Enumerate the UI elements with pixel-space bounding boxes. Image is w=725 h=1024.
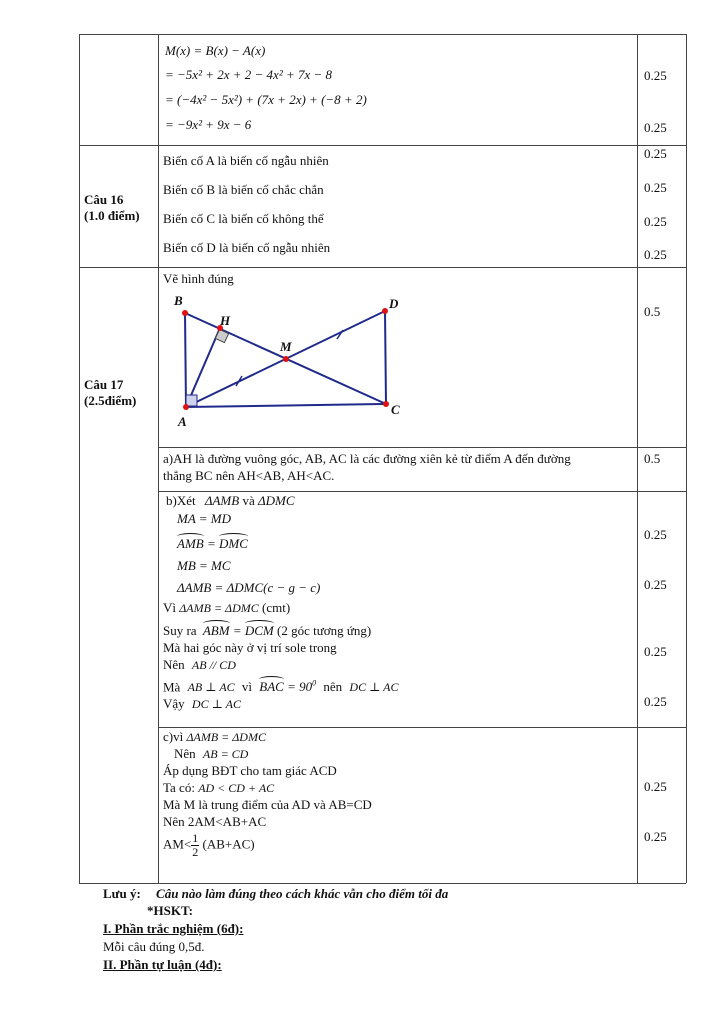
score: 0.25 bbox=[644, 214, 667, 229]
table-border-bottom bbox=[79, 883, 686, 884]
angle: DCM bbox=[244, 623, 274, 638]
text: Suy ra bbox=[163, 623, 197, 638]
score: 0.25 bbox=[644, 644, 667, 659]
point-a bbox=[183, 404, 189, 410]
triangle: ΔAMB bbox=[204, 493, 240, 508]
text-line bbox=[163, 832, 255, 859]
label-c: C bbox=[391, 402, 400, 417]
text: Nên bbox=[174, 746, 196, 761]
text: nên bbox=[323, 679, 343, 695]
text-line bbox=[163, 657, 236, 673]
answer-line: Biến cố C là biến cố không thể bbox=[163, 211, 324, 226]
math-line: MA = MD bbox=[177, 511, 232, 526]
text: vì bbox=[241, 679, 253, 695]
numerator: 1 bbox=[192, 831, 199, 845]
note-line bbox=[103, 886, 448, 902]
text-line bbox=[163, 729, 266, 745]
text-line: Áp dụng BĐT cho tam giác ACD bbox=[163, 763, 337, 778]
score: 0.25 bbox=[644, 527, 667, 542]
row-divider bbox=[79, 145, 686, 146]
text-line: Nên 2AM<AB+AC bbox=[163, 814, 267, 829]
text: Vì bbox=[163, 600, 176, 615]
segment-ab bbox=[185, 313, 186, 407]
table-border-top bbox=[79, 34, 686, 35]
math-line: = (−4x² − 5x²) + (7x + 2x) + (−8 + 2) bbox=[165, 92, 367, 107]
column-divider bbox=[637, 34, 638, 883]
section-text: Mỗi câu đúng 0,5đ. bbox=[103, 939, 205, 954]
hskt-heading: *HSKT: bbox=[147, 903, 193, 918]
text: AM< bbox=[163, 836, 192, 852]
text-line: Mà M là trung điểm của AD và AB=CD bbox=[163, 797, 372, 812]
segment-cd bbox=[385, 311, 386, 404]
text-line bbox=[163, 780, 274, 796]
table-border-left bbox=[79, 34, 80, 883]
math: ΔAMB = ΔDMC bbox=[179, 601, 259, 615]
label-d: D bbox=[389, 296, 399, 311]
math-line: = −9x² + 9x − 6 bbox=[165, 117, 252, 132]
math: = 90 bbox=[287, 679, 313, 695]
answer-line: Biến cố A là biến cố ngẫu nhiên bbox=[163, 153, 329, 168]
text-line bbox=[174, 746, 248, 762]
label-h: H bbox=[220, 313, 231, 328]
score: 0.25 bbox=[644, 68, 667, 83]
score: 0.25 bbox=[644, 694, 667, 709]
math-line: = −5x² + 2x + 2 − 4x² + 7x − 8 bbox=[165, 67, 333, 82]
answer-line: Biến cố B là biến cố chắc chắn bbox=[163, 182, 324, 197]
label-m: M bbox=[280, 339, 292, 354]
question-label: Câu 16 bbox=[84, 192, 124, 207]
math-line: AMB = DMC bbox=[177, 536, 248, 551]
note-text: Câu nào làm đúng theo cách khác vẫn cho điểm tối đa bbox=[156, 886, 449, 901]
math-line: MB = MC bbox=[177, 558, 231, 573]
angle: BAC bbox=[259, 679, 284, 695]
math: DC ⊥ AC bbox=[349, 680, 399, 695]
score: 0.25 bbox=[644, 120, 667, 135]
table-border-right bbox=[686, 34, 687, 883]
point-m bbox=[283, 356, 289, 362]
triangle: ΔDMC bbox=[257, 493, 295, 508]
math: AD < CD + AC bbox=[198, 781, 275, 795]
math-line: ΔAMB = ΔDMC(c − g − c) bbox=[177, 580, 321, 595]
answer-line: Biến cố D là biến cố ngẫu nhiên bbox=[163, 240, 331, 255]
score: 0.25 bbox=[644, 779, 667, 794]
text: Nên bbox=[163, 657, 185, 672]
math: AB ⊥ AC bbox=[187, 680, 235, 695]
text-line bbox=[163, 696, 241, 712]
question-points: (1.0 điểm) bbox=[84, 208, 140, 223]
row-divider bbox=[158, 727, 686, 728]
text: Mà bbox=[163, 679, 181, 695]
degree: 0 bbox=[312, 679, 317, 688]
score: 0.5 bbox=[644, 451, 661, 466]
score: 0.25 bbox=[644, 577, 667, 592]
text: (2 góc tương ứng) bbox=[276, 623, 372, 638]
text: Vậy bbox=[163, 696, 185, 711]
column-divider bbox=[158, 34, 159, 883]
angle: AMB bbox=[177, 536, 204, 551]
score: 0.25 bbox=[644, 180, 667, 195]
score: 0.25 bbox=[644, 829, 667, 844]
text: b)Xét bbox=[166, 493, 196, 508]
score: 0.5 bbox=[644, 304, 661, 319]
angle: ABM bbox=[202, 623, 230, 638]
question-label: Câu 17 bbox=[84, 377, 124, 392]
text: (AB+AC) bbox=[202, 836, 255, 852]
section-heading: II. Phần tự luận (4đ): bbox=[103, 957, 222, 972]
part-b-intro bbox=[166, 493, 295, 509]
text-line: Suy ra ABM = DCM (2 góc tương ứng) bbox=[163, 623, 372, 638]
point-b bbox=[182, 310, 188, 316]
point-c bbox=[383, 401, 389, 407]
math: AB = CD bbox=[202, 747, 249, 761]
segment-ac bbox=[186, 404, 386, 407]
note-label: Lưu ý: bbox=[103, 886, 141, 901]
math-line: M(x) = B(x) − A(x) bbox=[165, 43, 266, 58]
denominator: 2 bbox=[192, 845, 199, 859]
question-points: (2.5điểm) bbox=[84, 393, 137, 408]
score: 0.25 bbox=[644, 247, 667, 262]
section-heading: I. Phần trắc nghiệm (6đ): bbox=[103, 921, 244, 936]
text: Ta có: bbox=[163, 780, 195, 795]
angle: DMC bbox=[219, 536, 248, 551]
text: (cmt) bbox=[262, 600, 291, 615]
figure-title: Vẽ hình đúng bbox=[163, 271, 234, 286]
math: AB // CD bbox=[191, 658, 236, 672]
point-d bbox=[382, 308, 388, 314]
math: ΔAMB = ΔDMC bbox=[186, 730, 266, 744]
score: 0.25 bbox=[644, 146, 667, 161]
part-a-line: a)AH là đường vuông góc, AB, AC là các đường xiên kẻ từ điểm A đến đường bbox=[163, 451, 571, 466]
label-a: A bbox=[178, 414, 187, 429]
text-line bbox=[163, 679, 398, 695]
geometry-figure bbox=[160, 288, 420, 438]
text: và bbox=[242, 493, 255, 508]
math: DC ⊥ AC bbox=[191, 697, 241, 711]
right-angle-a bbox=[186, 395, 197, 406]
label-b: B bbox=[174, 293, 183, 308]
text-line: Mà hai góc này ở vị trí sole trong bbox=[163, 640, 337, 655]
text: c)vì bbox=[163, 729, 184, 744]
row-divider bbox=[79, 267, 686, 268]
row-divider bbox=[158, 491, 686, 492]
text-line bbox=[163, 600, 290, 616]
fraction bbox=[191, 832, 199, 859]
row-divider bbox=[158, 447, 686, 448]
part-a-line: thẳng BC nên AH<AB, AH<AC. bbox=[163, 468, 335, 483]
